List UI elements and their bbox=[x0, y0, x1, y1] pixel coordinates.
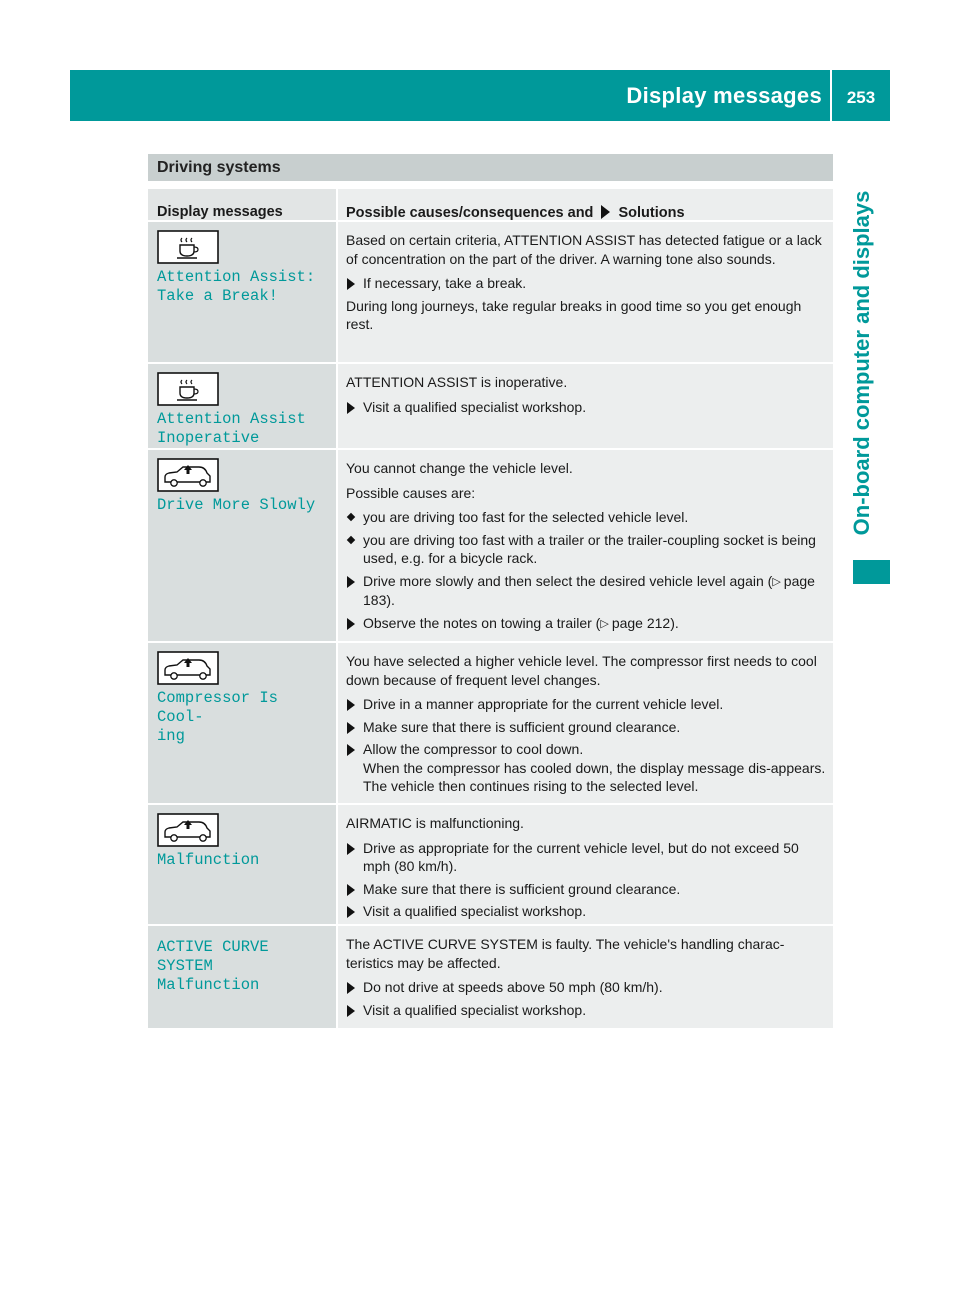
message-cell bbox=[148, 450, 336, 641]
page-header bbox=[70, 70, 890, 121]
step-arrow-icon bbox=[601, 205, 610, 219]
cause-text: Possible causes are: bbox=[346, 484, 476, 501]
cause-bullet: you are driving too fast with a trailer or the trailer-coupling socket is being used, e.g. for a bicycle rack. bbox=[346, 531, 827, 568]
solution-step: Visit a qualified specialist workshop. bbox=[346, 902, 827, 921]
solutions-cell bbox=[336, 805, 833, 924]
display-message: Compressor Is Cool‐ ing bbox=[157, 689, 278, 745]
cause-text: You have selected a higher vehicle level. The compressor first needs to cool down because of frequent level changes. bbox=[346, 653, 817, 688]
solution-step: Visit a qualified specialist workshop. bbox=[346, 398, 827, 417]
table-row bbox=[148, 364, 833, 450]
page-number: 253 bbox=[846, 88, 876, 107]
solutions-cell bbox=[336, 926, 833, 1028]
display-message: Attention Assist Inoperative bbox=[157, 410, 306, 447]
solution-step: Drive in a manner appropriate for the current vehicle level. bbox=[346, 695, 827, 714]
coffee-cup-icon bbox=[157, 372, 219, 406]
page-ref-icon: ▷ bbox=[772, 575, 781, 588]
table-row bbox=[148, 643, 833, 805]
section-title: Driving systems bbox=[148, 154, 833, 181]
solution-step: If necessary, take a break. bbox=[346, 274, 827, 293]
display-messages-table bbox=[148, 189, 833, 1030]
message-cell bbox=[148, 222, 336, 362]
solution-step: Do not drive at speeds above 50 mph (80 km/h). bbox=[346, 978, 827, 997]
table-row bbox=[148, 805, 833, 926]
table-row bbox=[148, 926, 833, 1030]
message-cell bbox=[148, 643, 336, 803]
table-header bbox=[148, 189, 833, 222]
solution-step: Drive as appropriate for the current vehicle level, but do not exceed 50 mph (80 km/h). bbox=[346, 839, 827, 876]
coffee-cup-icon bbox=[157, 230, 219, 264]
display-message: Drive More Slowly bbox=[157, 496, 316, 514]
side-tab-label: On-board computer and displays bbox=[849, 190, 874, 536]
cause-text: Based on certain criteria, ATTENTION ASSIST has detected fatigue or a lack of concentration on the part of the driver. A warning tone also sounds. bbox=[346, 232, 822, 267]
display-message: ACTIVE CURVE SYSTEM Malfunction bbox=[157, 938, 269, 994]
vehicle-level-icon bbox=[157, 458, 219, 492]
col-header-messages: Display messages bbox=[157, 204, 283, 220]
solutions-cell bbox=[336, 643, 833, 803]
solutions-cell bbox=[336, 364, 833, 448]
solution-step: Allow the compressor to cool down. When the compressor has cooled down, the display message dis‐appears. The vehicle then continues rising to the selected level. bbox=[346, 740, 827, 796]
cause-text: The ACTIVE CURVE SYSTEM is faulty. The vehicle's handling charac‐teristics may be affected. bbox=[346, 936, 785, 971]
cause-bullet: you are driving too fast for the selected vehicle level. bbox=[346, 508, 827, 527]
solutions-cell bbox=[336, 450, 833, 641]
side-tab-marker bbox=[853, 560, 890, 584]
page-ref-link[interactable]: page 212). bbox=[611, 614, 679, 631]
table-row bbox=[148, 222, 833, 364]
vehicle-level-icon bbox=[157, 651, 219, 685]
solution-step: Observe the notes on towing a trailer (▷ page 212). bbox=[346, 614, 827, 634]
cause-text: AIRMATIC is malfunctioning. bbox=[346, 815, 524, 831]
message-cell bbox=[148, 926, 336, 1028]
page-ref-icon: ▷ bbox=[600, 617, 609, 630]
solution-step: Visit a qualified specialist workshop. bbox=[346, 1001, 827, 1020]
col-header-causes: Possible causes/consequences and Solutions bbox=[336, 189, 833, 220]
display-message: Attention Assist: Take a Break! bbox=[157, 268, 316, 305]
cause-text: ATTENTION ASSIST is inoperative. bbox=[346, 374, 568, 390]
solution-step: Drive more slowly and then select the desired vehicle level again (▷ page 183). bbox=[346, 572, 827, 610]
solution-step: Make sure that there is sufficient ground clearance. bbox=[346, 880, 827, 899]
page-ref-link[interactable]: page 183). bbox=[363, 572, 815, 608]
vehicle-level-icon bbox=[157, 813, 219, 847]
side-tab bbox=[847, 168, 877, 558]
message-cell bbox=[148, 805, 336, 924]
table-row bbox=[148, 450, 833, 643]
cause-text: You cannot change the vehicle level. bbox=[346, 460, 573, 476]
message-cell bbox=[148, 364, 336, 448]
solution-step: Make sure that there is sufficient ground clearance. bbox=[346, 718, 827, 737]
display-message: Malfunction bbox=[157, 851, 260, 869]
header-title: Display messages bbox=[626, 83, 822, 108]
solutions-cell bbox=[336, 222, 833, 362]
note-text: During long journeys, take regular breaks in good time so you get enough rest. bbox=[346, 297, 802, 332]
